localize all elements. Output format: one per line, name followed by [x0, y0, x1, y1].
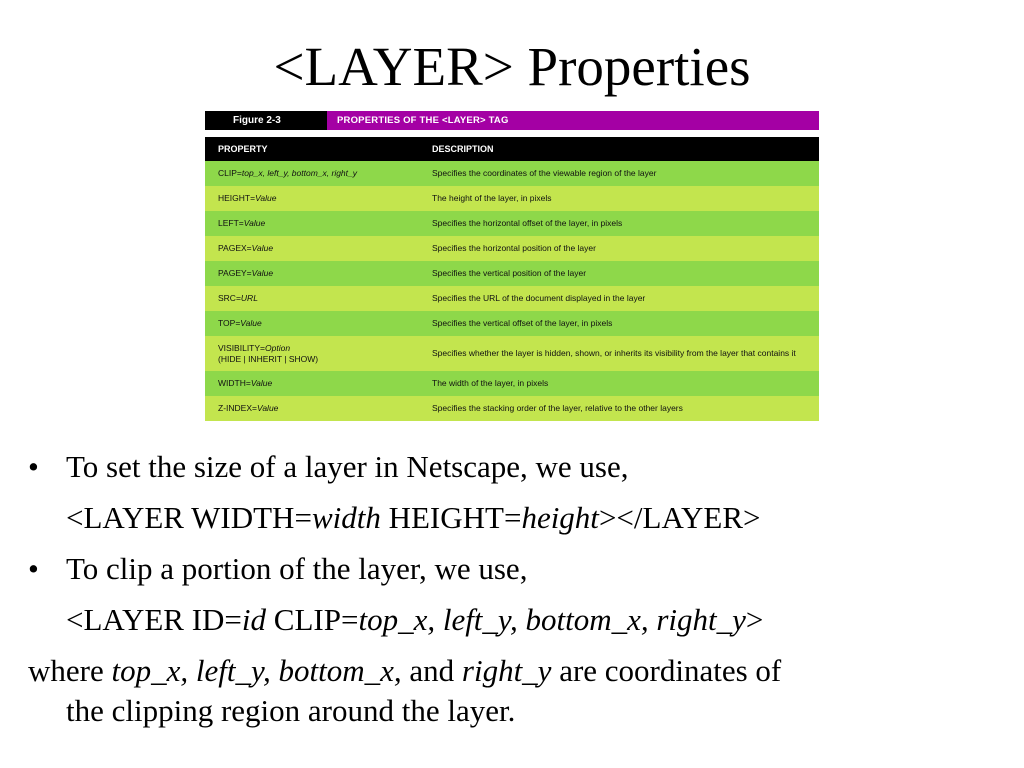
description-cell: Specifies the horizontal offset of the layer, in pixels: [432, 218, 623, 228]
code-italic: top_x, left_y, bottom_x, right_y: [358, 602, 746, 637]
description-cell: Specifies the coordinates of the viewable region of the layer: [432, 168, 657, 178]
property-column-header: PROPERTY: [218, 144, 268, 154]
where-italic: top_x, left_y, bottom_x,: [111, 653, 402, 688]
description-cell: The width of the layer, in pixels: [432, 378, 549, 388]
table-row: [205, 311, 819, 336]
where-text: are coordinates of: [551, 653, 782, 688]
property-cell: [205, 318, 432, 329]
code-text: HEIGHT=: [380, 500, 522, 535]
property-cell: [205, 168, 432, 179]
table-row: [205, 186, 819, 211]
property-cell: [205, 378, 432, 389]
figure-number: Figure 2-3: [205, 111, 327, 130]
slide-title: <LAYER> Properties: [273, 36, 751, 97]
property-value: Value: [250, 378, 273, 388]
property-name: WIDTH=: [218, 378, 251, 388]
description-cell: The height of the layer, in pixels: [432, 193, 552, 203]
code-line-size: [66, 492, 760, 543]
table-row: [205, 396, 819, 421]
description-cell: Specifies the vertical position of the layer: [432, 268, 587, 278]
table-row: [205, 371, 819, 396]
property-cell: [205, 218, 432, 229]
table-row: [205, 336, 819, 371]
code-line-clip: [66, 594, 763, 645]
code-italic: height: [521, 500, 599, 535]
property-cell: [205, 268, 432, 279]
table-header-row: [205, 137, 819, 161]
description-cell: Specifies whether the layer is hidden, shown, or inherits its visibility from the layer that contains it: [432, 348, 796, 358]
property-name: SRC=: [218, 293, 241, 303]
property-cell: [205, 403, 432, 414]
code-italic: width: [311, 500, 381, 535]
property-name: PAGEX=: [218, 243, 252, 253]
code-text: ></LAYER>: [598, 500, 761, 535]
property-value: top_x, left_y, bottom_x, right_y: [241, 168, 357, 178]
property-name: Z-INDEX=: [218, 403, 257, 413]
table-row: [205, 286, 819, 311]
property-value: Value: [251, 268, 274, 278]
bullet-item-size: [28, 441, 629, 492]
property-value: Value: [251, 243, 274, 253]
property-value: Value: [255, 193, 277, 203]
description-column-header: DESCRIPTION: [432, 144, 494, 154]
layer-properties-figure: [205, 111, 819, 426]
code-text: <LAYER ID=: [66, 602, 242, 637]
description-cell: Specifies the URL of the document displayed in the layer: [432, 293, 646, 303]
property-name: VISIBILITY=: [218, 342, 266, 353]
bullet-text: To set the size of a layer in Netscape, we use,: [66, 449, 629, 484]
table-body: [205, 161, 819, 421]
property-name: TOP=: [218, 318, 241, 328]
property-name: HEIGHT=: [218, 193, 256, 203]
figure-caption: PROPERTIES OF THE <LAYER> TAG: [327, 111, 819, 130]
table-row: [205, 211, 819, 236]
property-options: (HIDE | INHERIT | SHOW): [218, 353, 319, 364]
description-cell: Specifies the stacking order of the layer, relative to the other layers: [432, 403, 683, 413]
where-text: and: [401, 653, 462, 688]
property-value: Value: [240, 318, 262, 328]
bullet-text: To clip a portion of the layer, we use,: [66, 551, 528, 586]
property-name: PAGEY=: [218, 268, 252, 278]
property-value: Option: [265, 342, 291, 353]
property-cell: [205, 193, 432, 204]
code-italic: id: [241, 602, 267, 637]
table-row: [205, 261, 819, 286]
description-cell: Specifies the horizontal position of the layer: [432, 243, 596, 253]
code-text: <LAYER WIDTH=: [66, 500, 312, 535]
property-value: Value: [256, 403, 279, 413]
table-row: [205, 161, 819, 186]
figure-spacer: [205, 130, 819, 137]
property-cell: [205, 243, 432, 254]
table-row: [205, 236, 819, 261]
property-value: Value: [243, 218, 266, 228]
property-name: CLIP=: [218, 168, 242, 178]
bullet-item-clip: [28, 543, 527, 594]
property-cell: [205, 343, 432, 365]
bullet-marker: •: [28, 449, 39, 484]
property-name: LEFT=: [218, 218, 244, 228]
figure-header: [205, 111, 819, 130]
bullet-marker: •: [28, 551, 39, 586]
property-value: URL: [240, 293, 258, 303]
where-italic: right_y: [461, 653, 552, 688]
where-text: where: [28, 653, 112, 688]
property-cell: [205, 293, 432, 304]
where-continuation: the clipping region around the layer.: [66, 693, 516, 728]
code-text: >: [745, 602, 764, 637]
code-text: CLIP=: [266, 602, 359, 637]
description-cell: Specifies the vertical offset of the layer, in pixels: [432, 318, 613, 328]
